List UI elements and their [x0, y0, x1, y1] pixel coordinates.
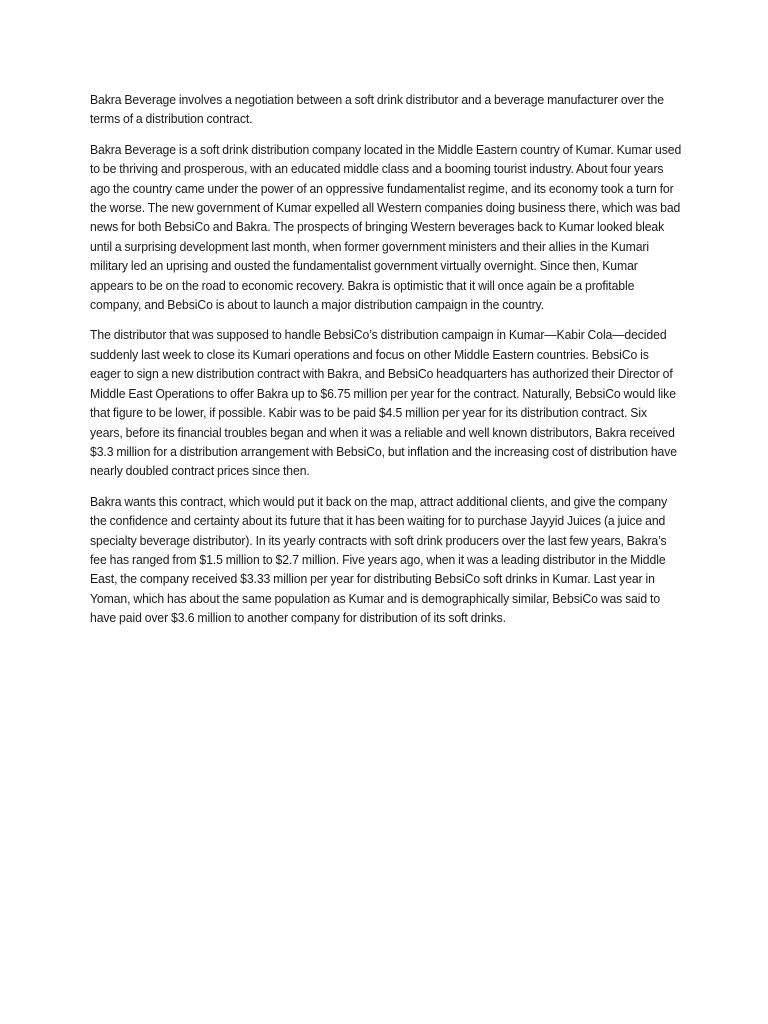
paragraph-bakra-goals: Bakra wants this contract, which would put it back on the map, attract additional clients, and give the company the confidence and certainty about its future that it has been waiting for to purchase Jayyid Juices (a juice and specialty beverage distributor). In its yearly contracts with soft drink producers over the last few years, Bakra’s fee has ranged from $1.5 million to $2.7 million. Five years ago, when it was a leading distributor in the Middle East, the company received $3.33 million per year for distributing BebsiCo soft drinks in Kumar. Last year in Yoman, which has about the same population as Kumar and is demographically similar, BebsiCo was said to have paid over $3.6 million to another company for distribution of its soft drinks. — [90, 493, 668, 626]
paragraph-background: Bakra Beverage is a soft drink distribution company located in the Middle Eastern country of Kumar. Kumar used to be thriving and prosperous, with an educated middle class and a booming tourist industry. About four years ago the country came under the power of an oppressive fundamentalist regime, and its economy took a turn for the worse. The new government of Kumar expelled all Western companies doing business there, which was bad news for both BebsiCo and Bakra. The prospects of bringing Western beverages back to Kumar looked bleak until a surprising development last month, when former government ministers and their allies in the Kumari military led an uprising and ousted the fundamentalist government virtually overnight. Since then, Kumar appears to be on the road to economic recovery. Bakra is optimistic that it will once again be a profitable company, and BebsiCo is about to launch a major distribution campaign in the country. — [90, 141, 682, 313]
document-body — [90, 90, 682, 639]
paragraph-distributor: The distributor that was supposed to handle BebsiCo’s distribution campaign in Kumar—Kabir Cola—decided suddenly last week to close its Kumari operations and focus on other Middle Eastern countries. BebsiCo is eager to sign a new distribution contract with Bakra, and BebsiCo headquarters has authorized their Director of Middle East Operations to offer Bakra up to $6.75 million per year for the contract. Naturally, BebsiCo would like that figure to be lower, if possible. Kabir was to be paid $4.5 million per year for its distribution contract. Six years, before its financial troubles began and when it was a reliable and well known distributors, Bakra received $3.3 million for a distribution arrangement with BebsiCo, but inflation and the increasing cost of distribution have nearly doubled contract prices since then. — [90, 327, 677, 479]
paragraph-intro: Bakra Beverage involves a negotiation between a soft drink distributor and a beverage manufacturer over the terms of a distribution contract. — [90, 92, 664, 127]
